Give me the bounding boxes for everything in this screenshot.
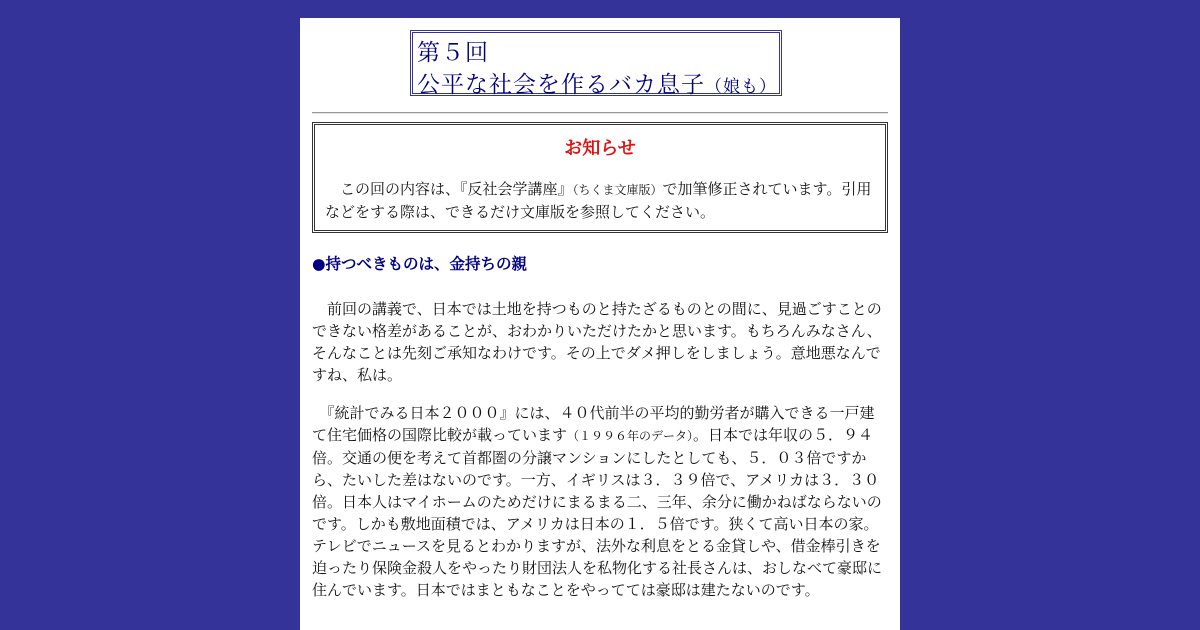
notice-body: [325, 178, 875, 223]
notice-box: [312, 122, 888, 233]
article-page: [300, 18, 900, 630]
title-box: [410, 30, 782, 96]
notice-text-small: （ちくま文庫版）: [572, 183, 663, 197]
notice-text-1: この回の内容は、『反社会学講座』: [325, 180, 573, 198]
paragraph-2-text-2: 。日本では年収の５．９４倍。交通の便を考えて首都圏の分譲マンションにしたとしても、５．０３倍ですから、たいした差はないのです。一方、イギリスは３．３９倍で、アメリカは３．３０倍。日本人はマイホームのためだけにまるまる二、三年、余分に働かねばならないのです。しかも敷地面積では、アメリカは日本の１．５倍です。狭くて高い日本の家。テレビでニュースを見るとわかりますが、法外な利息をとる金貸しや、借金棒引きを迫ったり保険金殺人をやったり財団法人を私物化する社長さんは、おしなべて豪邸に住んでいます。日本ではまともなことをやってては豪邸は建たないのです。: [312, 426, 883, 599]
paragraph-2-text-small: （１９９６年のデータ）: [567, 429, 694, 443]
page-title: [417, 69, 779, 103]
notice-heading: お知らせ: [564, 138, 636, 159]
page-title-sub: （娘も）: [705, 77, 777, 97]
horizontal-divider: [312, 112, 888, 114]
notice-text-2: で加筆修正されています。引用などをする際は、できるだけ文庫版を参照してください。: [325, 180, 872, 221]
paragraph-1: 前回の講義で、日本では土地を持つものと持たざるものとの間に、見過ごすことのできない格差があることが、おわかりいただけたかと思います。もちろんみなさん、そんなことは先刻ご承知なわけです。その上でダメ押しをしましょう。意地悪なんですね、私は。: [312, 300, 882, 384]
section-heading: ●持つべきものは、金持ちの親: [312, 255, 528, 273]
paragraph-2-text-1: 『統計でみる日本２０００』には、４０代前半の平均的勤労者が購入できる一戸建て住宅価格の国際比較が載っています: [312, 404, 875, 444]
lecture-number: 第５回: [417, 40, 489, 66]
page-title-main: 公平な社会を作るバカ息子: [417, 72, 705, 98]
paragraph-2: [312, 402, 888, 601]
